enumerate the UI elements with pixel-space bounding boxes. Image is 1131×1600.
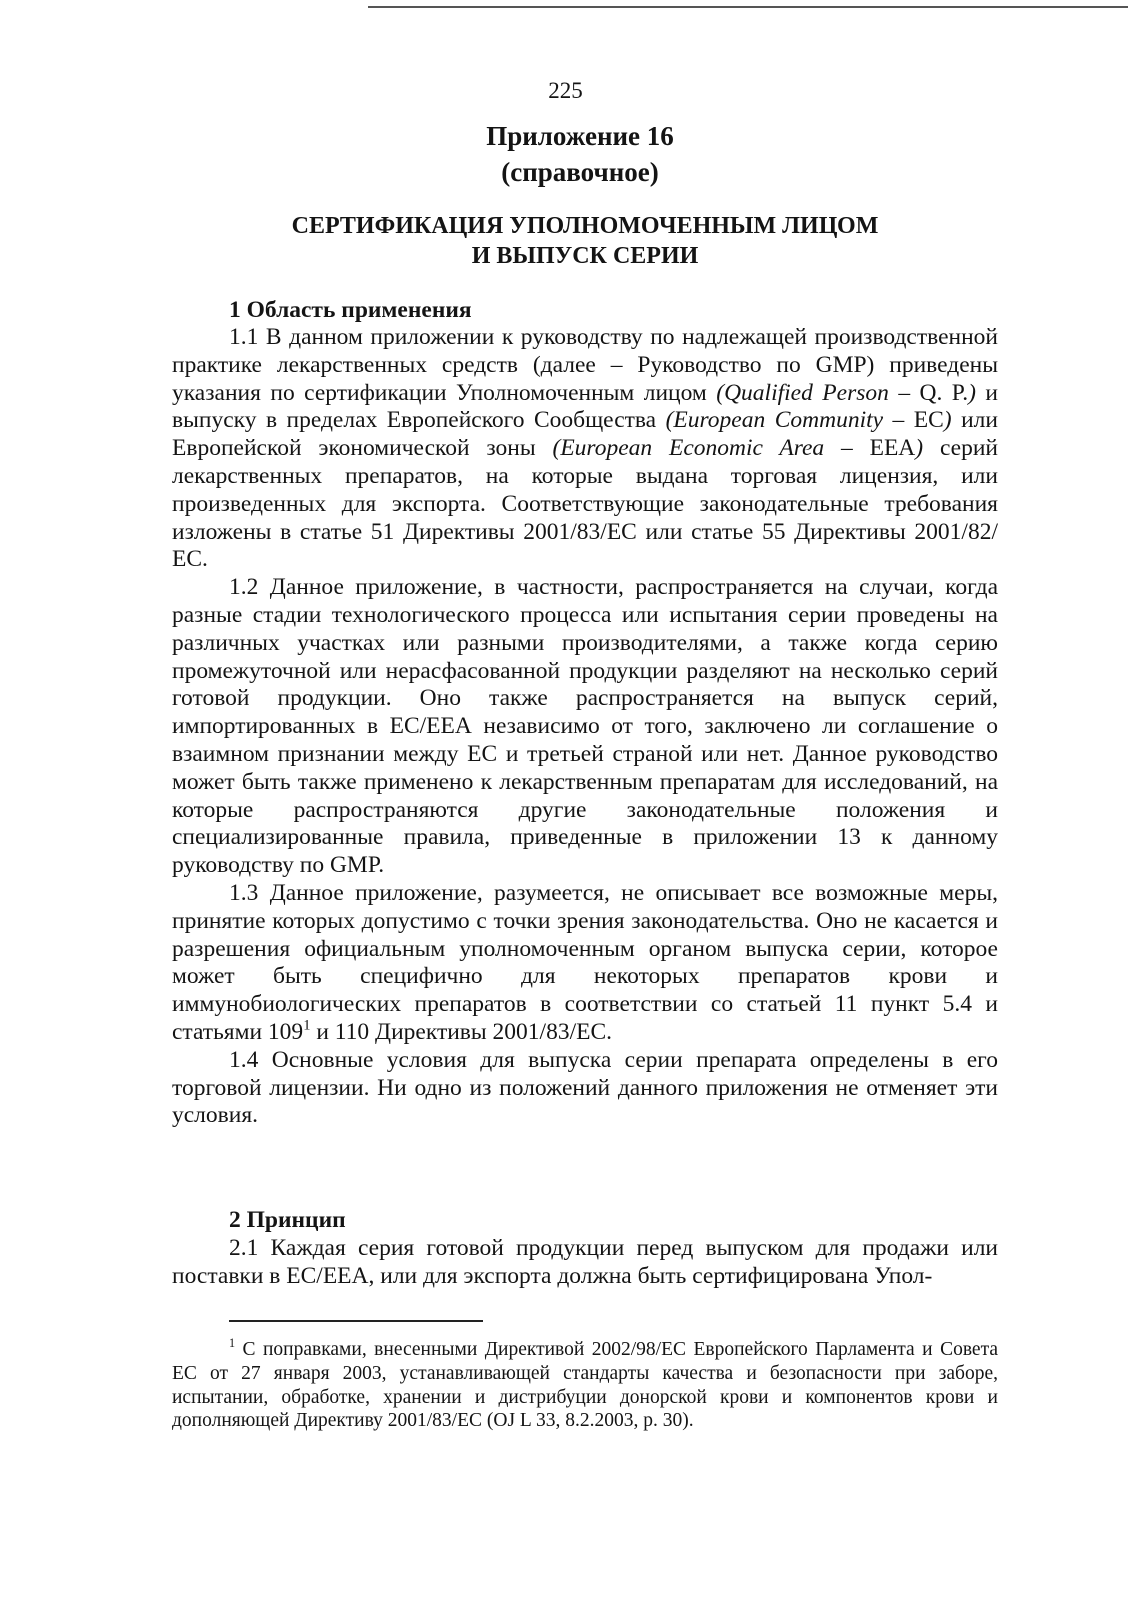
section-2-title: 2 Принцип — [229, 1207, 346, 1233]
text-run: или Европейской экономической зоны — [172, 407, 998, 462]
text-run: – EEA — [824, 435, 916, 462]
annex-title-block — [0, 118, 1131, 190]
text-run: и 110 Директивы 2001/83/ЕС. — [310, 1018, 613, 1045]
footnote — [172, 1338, 998, 1433]
annex-note: (справочное) — [501, 157, 659, 187]
text-run: серий лекарственных препаратов, на которые выдана торговая лицензия, или произведенных для экспорта. Соответствующие законодательные требования изложены в статье 51 Директивы 2001/83/ЕС или статье 55 Директивы 2001/82/ЕС. — [172, 435, 998, 573]
document-heading — [0, 211, 1131, 271]
paragraph-1-1 — [172, 324, 998, 574]
italic-run: (European Community — [665, 407, 884, 434]
footnote-separator — [229, 1320, 483, 1322]
footnote-text — [172, 1338, 998, 1433]
footnote-reference: 1 — [303, 1017, 311, 1034]
text-run: – Q. P. — [888, 379, 969, 406]
italic-run: (European Economic Area — [552, 435, 825, 462]
scan-top-edge-line — [368, 6, 1128, 8]
footnote-body: С поправками, внесенными Директивой 2002/98/ЕС Европейского Парламента и Совета ЕС от 27 января 2003, устанавливающей стандарты качества и безопасности при заборе, испытании, обработке, хранении и дистрибуции донорской крови и компонентов крови и дополняющей Директиву 2001/83/ЕС (OJ L 33, 8.2.2003, р. 30). — [172, 1339, 998, 1432]
section-1-title: 1 Область применения — [229, 297, 472, 323]
annex-title: Приложение 16 — [486, 121, 674, 151]
heading-line-1: СЕРТИФИКАЦИЯ УПОЛНОМОЧЕННЫМ ЛИЦОМ — [291, 213, 879, 239]
heading-line-2: И ВЫПУСК СЕРИИ — [471, 243, 699, 269]
text-run: 1.1 В данном приложении к руководству по надлежащей производственной практике лекарственных средств (далее – Руководство по GMP) приведены указания по сертификации Уполномоченным лицом — [172, 324, 998, 406]
paragraph-1-2: 1.2 Данное приложение, в частности, распространяется на случаи, когда разные стадии технологического процесса или испытания серии проведены на различных участках или разными производителями, а также когда серию промежуточной или нерасфасованной продукции разделяют на несколько серий готовой продукции. Оно также распространяется на выпуск серий, импортированных в ЕС/ЕЕА независимо от того, заключено ли соглашение о взаимном признании между ЕС и третьей страной или нет. Данное руководство может быть также применено к лекарственным препаратам для исследований, на которые распространяются другие законодательные положения и специализированные правила, приведенные в приложении 13 к данному руководству по GMP. — [172, 574, 998, 879]
page-number: 225 — [548, 78, 583, 103]
text-run: 1.3 Данное приложение, разумеется, не описывает все возможные меры, принятие которых допустимо с точки зрения законодательства. Оно не касается и разрешения официальным уполномоченным органом выпуска серии, которое может быть специфично для некоторых препаратов крови и иммунобиологических препаратов в соответствии со статьей 11 пункт 5.4 и статьями 109 — [172, 879, 998, 1045]
paragraph-1-4: 1.4 Основные условия для выпуска серии препарата определены в его торговой лицензии. Ни одно из положений данного приложения не отменяет эти условия. — [172, 1046, 998, 1129]
section-1-body — [172, 324, 998, 1130]
paragraph-1-3 — [172, 880, 998, 1047]
text-run: и выпуску в пределах Европейского Сообщества — [172, 379, 999, 434]
footnote-marker: 1 — [229, 1336, 236, 1351]
section-2-body — [172, 1235, 998, 1291]
paragraph-2-1: 2.1 Каждая серия готовой продукции перед выпуском для продажи или поставки в ЕС/ЕЕА, или для экспорта должна быть сертифицирована Упол- — [172, 1235, 998, 1289]
italic-run: ) — [915, 435, 924, 462]
italic-run: ) — [943, 407, 952, 434]
italic-run: (Qualified Person — [716, 379, 889, 406]
text-run: – EC — [883, 407, 944, 434]
italic-run: ) — [968, 379, 976, 406]
